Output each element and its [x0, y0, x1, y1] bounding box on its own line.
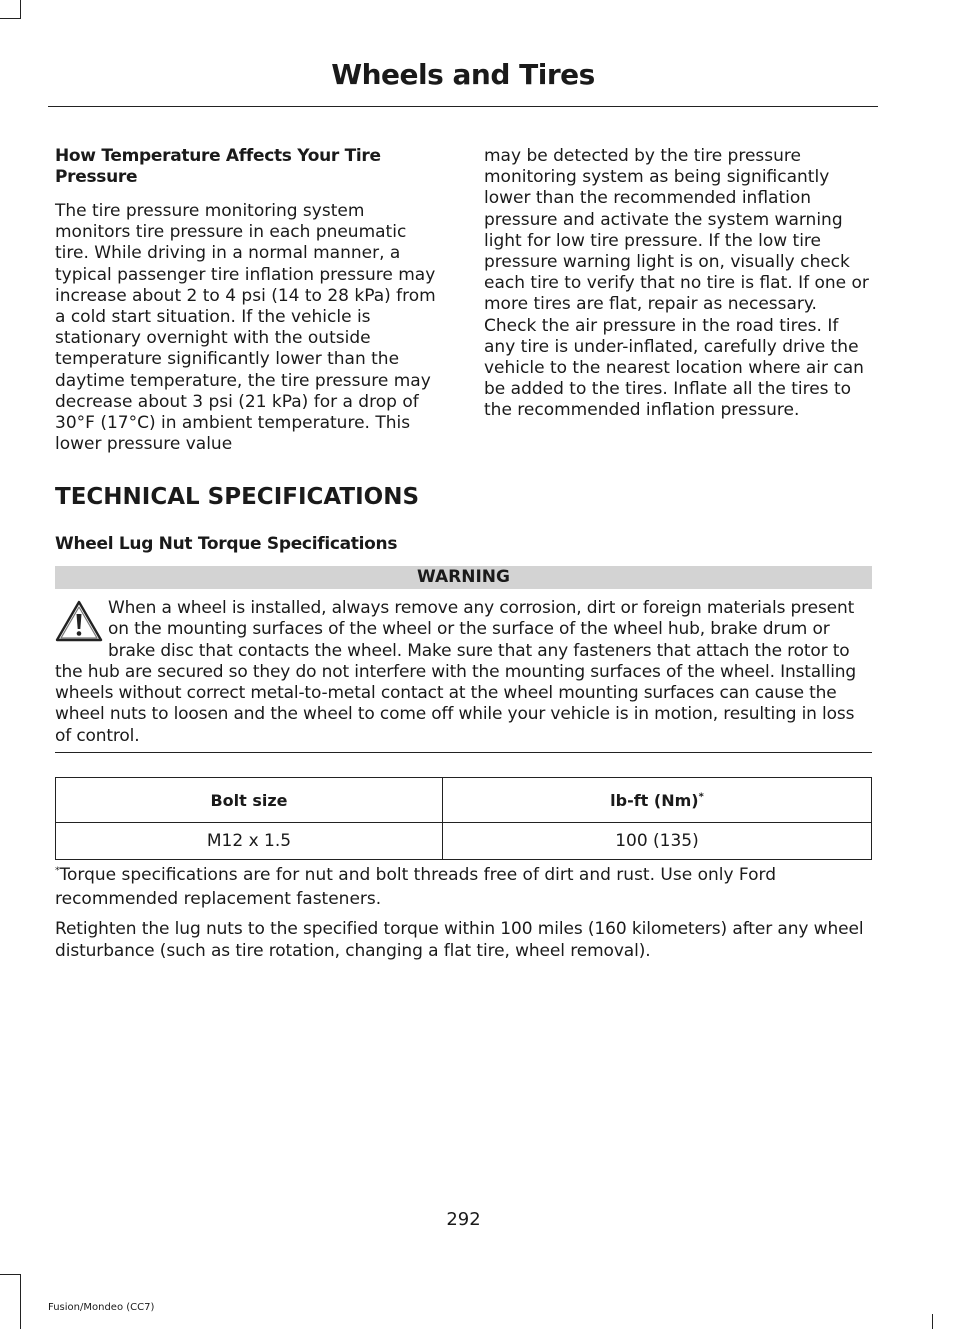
footnote-marker: *	[698, 791, 704, 803]
page-title: Wheels and Tires	[331, 58, 595, 91]
crop-mark	[0, 1274, 20, 1275]
left-column	[55, 146, 445, 455]
section-heading: TECHNICAL SPECIFICATIONS	[55, 484, 420, 510]
crop-mark	[932, 1314, 933, 1329]
page-number: 292	[446, 1209, 481, 1230]
torque-footnote: *Torque specifications are for nut and bolt threads free of dirt and rust. Use only Ford recommended replacement fasteners.	[55, 865, 776, 909]
warning-rule	[55, 752, 872, 753]
table-cell: 100 (135)	[442, 823, 871, 860]
crop-mark	[20, 1274, 21, 1329]
torque-subheading: Wheel Lug Nut Torque Specifications	[55, 534, 398, 554]
right-column	[484, 146, 874, 422]
table-cell: M12 x 1.5	[56, 823, 443, 860]
temperature-paragraph-right: may be detected by the tire pressure monitoring system as being significantly lower than the recommended inflation pressure and activate the system warning light for low tire pressure. If the low tire pressure warning light is on, visually check each tire to verify that no tire is flat. If one or more tires are flat, repair as necessary. Check the air pressure in the road tires. If any tire is under-inflated, carefully drive the vehicle to the nearest location where air can be added to the tires. Inflate all the tires to the recommended inflation pressure.	[484, 146, 869, 421]
table-header-cell: Bolt size	[56, 778, 443, 823]
crop-mark	[0, 18, 20, 19]
footer-model: Fusion/Mondeo (CC7)	[48, 1302, 155, 1313]
temperature-subhead: How Temperature Affects Your Tire Pressure	[55, 146, 381, 187]
temperature-paragraph-left: The tire pressure monitoring system monitors tire pressure in each pneumatic tire. While driving in a normal manner, a typical passenger tire inflation pressure may increase about 2 to 4 psi (14 to 28 kPa) from a cold start situation. If the vehicle is stationary overnight with the outside temperature significantly lower than the daytime temperature, the tire pressure may decrease about 3 psi (21 kPa) for a drop of 30°F (17°C) in ambient temperature. This lower pressure value	[55, 201, 436, 455]
torque-table	[55, 777, 872, 860]
warning-label: WARNING	[55, 566, 872, 589]
warning-text: When a wheel is installed, always remove any corrosion, dirt or foreign materials present on the mounting surfaces of the wheel or the surface of the wheel hub, brake drum or brake disc that contacts the wheel. Make sure that any fasteners that attach the rotor to the hub are secured so they do not interfere with the mounting surfaces of the wheel. Installing wheels without correct metal-to-metal contact at the wheel mounting surfaces can cause the wheel nuts to loosen and the wheel to come off while your vehicle is in motion, resulting in loss of control.	[55, 598, 857, 746]
retighten-paragraph: Retighten the lug nuts to the specified torque within 100 miles (160 kilometers) after any wheel disturbance (such as tire rotation, changing a flat tire, wheel removal).	[55, 919, 864, 961]
table-row	[56, 823, 872, 860]
table-header-cell: lb-ft (Nm)*	[442, 778, 871, 823]
table-header-row	[56, 778, 872, 823]
footnote-marker: *	[55, 866, 60, 876]
crop-mark	[20, 0, 21, 19]
header-rule	[48, 106, 878, 107]
